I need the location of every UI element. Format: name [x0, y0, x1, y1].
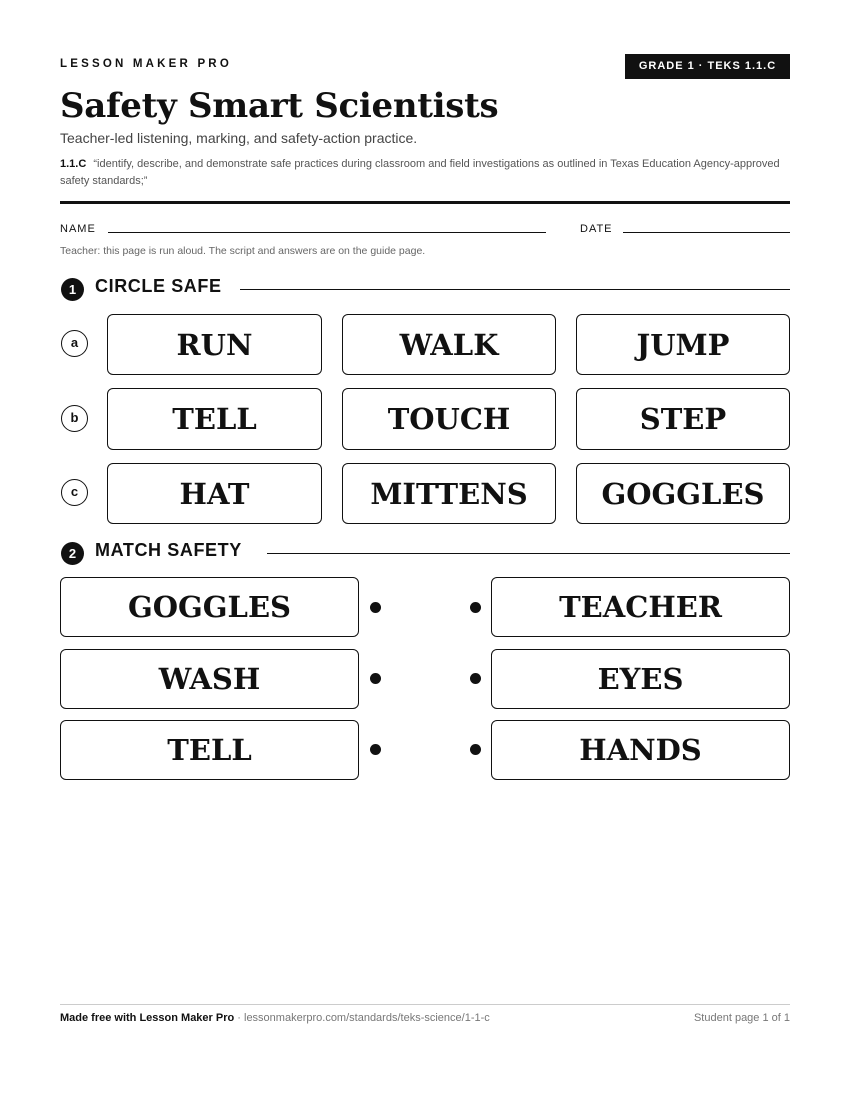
word-label: GOGGLES	[128, 590, 291, 624]
word-label: HAT	[179, 476, 250, 511]
name-label: NAME	[60, 223, 96, 235]
footer-separator: ·	[234, 1012, 244, 1024]
section-2-rule	[267, 553, 790, 554]
footer-credit	[60, 1012, 490, 1024]
word-label: WASH	[158, 662, 261, 696]
row-letter-c: c	[61, 479, 88, 506]
circle-word-c-2[interactable]	[342, 463, 556, 524]
match-left-3	[60, 720, 359, 780]
circle-word-b-2[interactable]	[342, 388, 556, 450]
match-right-dot-3[interactable]	[470, 744, 481, 755]
word-label: HANDS	[579, 733, 702, 767]
grade-standard-badge: GRADE 1 · TEKS 1.1.C	[625, 54, 790, 79]
brand-label: LESSON MAKER PRO	[60, 58, 232, 70]
circle-word-b-1[interactable]	[107, 388, 322, 450]
match-left-1	[60, 577, 359, 637]
footer-brand: Made free with Lesson Maker Pro	[60, 1012, 235, 1024]
worksheet-subtitle: Teacher-led listening, marking, and safety-action practice.	[60, 130, 418, 146]
word-label: TEACHER	[559, 590, 722, 624]
word-label: EYES	[597, 662, 684, 696]
circle-word-a-2[interactable]	[342, 314, 556, 375]
match-right-dot-2[interactable]	[470, 673, 481, 684]
match-left-dot-2[interactable]	[370, 673, 381, 684]
section-2-number: 2	[61, 542, 84, 565]
section-1-rule	[240, 289, 790, 290]
match-left-2	[60, 649, 359, 709]
match-right-3	[491, 720, 790, 780]
section-1-title: CIRCLE SAFE	[95, 276, 222, 296]
worksheet-title: Safety Smart Scientists	[60, 86, 499, 126]
standard-description	[60, 156, 790, 190]
match-right-dot-1[interactable]	[470, 602, 481, 613]
match-right-2	[491, 649, 790, 709]
row-letter-a: a	[61, 330, 88, 357]
word-label: JUMP	[636, 327, 730, 362]
name-write-line[interactable]	[108, 232, 546, 233]
section-1-number: 1	[61, 278, 84, 301]
word-label: STEP	[639, 402, 727, 436]
header-divider	[60, 201, 790, 204]
word-label: TELL	[167, 733, 252, 767]
circle-word-a-3[interactable]	[576, 314, 790, 375]
circle-word-b-3[interactable]	[576, 388, 790, 450]
circle-word-c-3[interactable]	[576, 463, 790, 524]
word-label: WALK	[399, 327, 499, 362]
date-write-line[interactable]	[623, 232, 790, 233]
teacher-note: Teacher: this page is run aloud. The script and answers are on the guide page.	[60, 245, 426, 257]
footer-page-number: Student page 1 of 1	[693, 1012, 790, 1024]
word-label: RUN	[176, 327, 253, 362]
match-left-dot-3[interactable]	[370, 744, 381, 755]
word-label: MITTENS	[370, 476, 528, 511]
standard-text: “identify, describe, and demonstrate safe practices during classroom and field investigations as outlined in Texas Education Agency-approved safety standards;”	[60, 158, 780, 187]
row-letter-b: b	[61, 405, 88, 432]
date-label: DATE	[580, 223, 613, 235]
standard-code: 1.1.C	[60, 158, 87, 170]
circle-word-a-1[interactable]	[107, 314, 322, 375]
match-left-dot-1[interactable]	[370, 602, 381, 613]
word-label: TOUCH	[387, 402, 511, 436]
word-label: TELL	[172, 402, 257, 436]
word-label: GOGGLES	[601, 476, 765, 511]
match-right-1	[491, 577, 790, 637]
footer-divider	[60, 1004, 790, 1005]
circle-word-c-1[interactable]	[107, 463, 322, 524]
footer-url[interactable]: lessonmakerpro.com/standards/teks-science/1-1-c	[244, 1012, 490, 1024]
section-2-title: MATCH SAFETY	[95, 540, 242, 560]
